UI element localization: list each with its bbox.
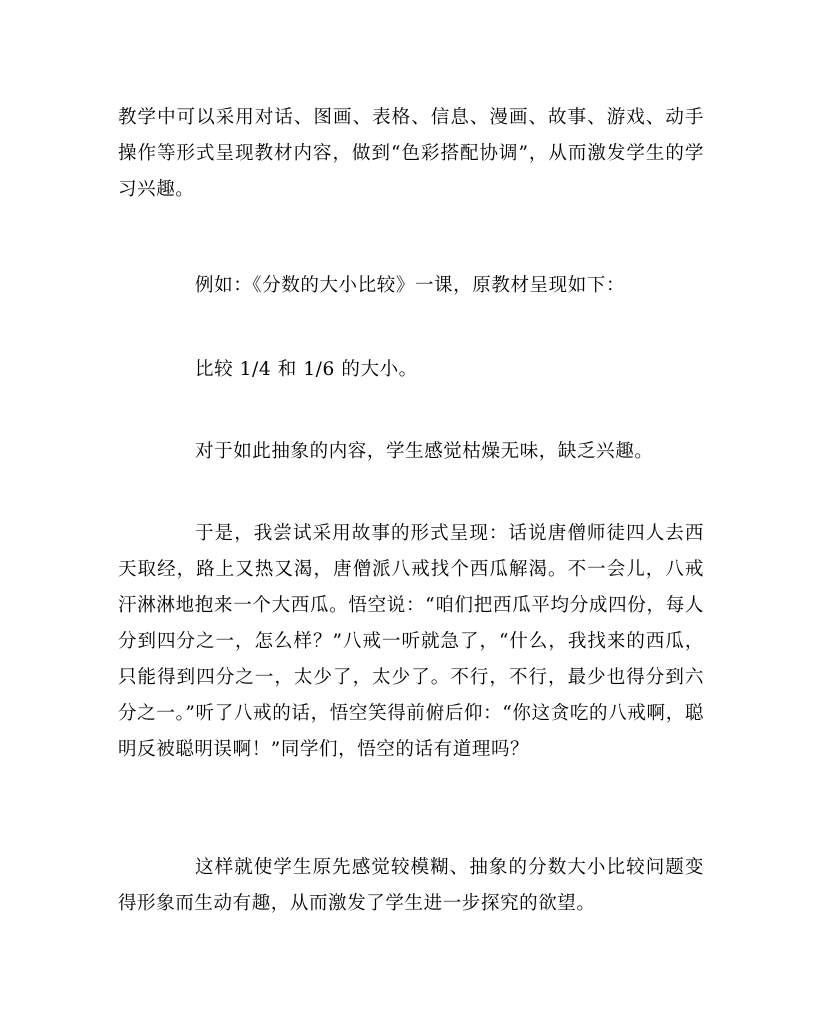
paragraph-story: 于是，我尝试采用故事的形式呈现：话说唐僧师徒四人去西天取经，路上又热又渴，唐僧派八戒找个西瓜解渴。不一会儿，八戒汗淋淋地抱来一个大西瓜。悟空说：“咱们把西瓜平均分成四份，每人分到四分之一，怎么样？”八戒一听就急了，“什么，我找来的西瓜，只能得到四分之一，太少了，太少了。不行，不行，最少也得分到六分之一。”听了八戒的话，悟空笑得前俯后仰：“你这贪吃的八戒啊，聪明反被聪明误啊！”同学们，悟空的话有道理吗？: [118, 523, 704, 760]
paragraph-example: 例如：《分数的大小比较》一课，原教材呈现如下：: [195, 275, 626, 296]
paragraph-original-material: 比较 1/4 和 1/6 的大小。: [195, 359, 418, 380]
paragraph-conclusion: 这样就使学生原先感觉较模糊、抽象的分数大小比较问题变得形象而生动有趣，从而激发了学生进一步探究的欲望。: [118, 857, 704, 914]
paragraph-student-reaction: 对于如此抽象的内容，学生感觉枯燥无味，缺乏兴趣。: [195, 441, 654, 462]
paragraph-intro-continued: 教学中可以采用对话、图画、表格、信息、漫画、故事、游戏、动手操作等形式呈现教材内容，做到“色彩搭配协调”，从而激发学生的学习兴趣。: [118, 107, 704, 200]
